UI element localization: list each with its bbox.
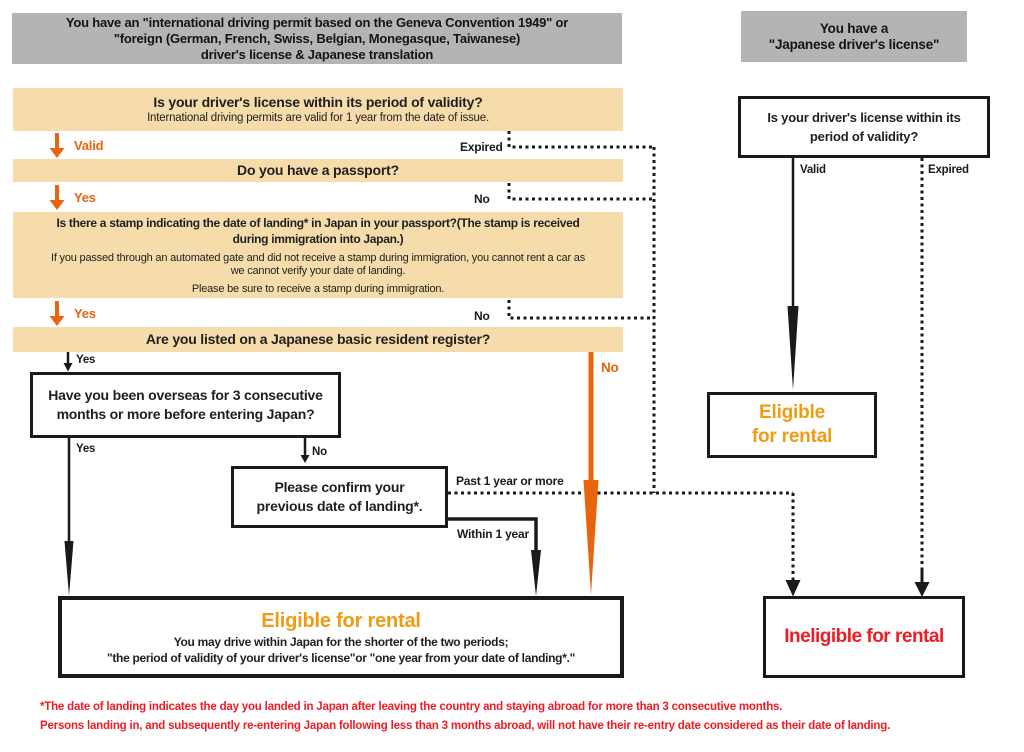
edge-stamp-yes-arrow (50, 301, 65, 326)
question-title: Is there a stamp indicating the date of landing* in Japan in your passport?(The stamp is received (56, 215, 580, 230)
edge-label-register-no: No (601, 360, 619, 375)
question-title: Have you been overseas for 3 consecutive (48, 387, 323, 403)
edge-label-passport-yes: Yes (74, 190, 96, 205)
edge-register-no-long (584, 352, 599, 595)
edge-label-valid: Valid (74, 138, 104, 153)
edge-label-expired: Expired (460, 140, 503, 154)
result-title: Eligible for rental (261, 609, 421, 632)
edge-label-within-one-year: Within 1 year (457, 527, 529, 541)
result-detail: "the period of validity of your driver's license"or "one year from your date of landing*." (106, 650, 576, 665)
question-title: Is your driver's license within its period of validity? (153, 93, 483, 110)
edge-label-register-yes: Yes (76, 354, 96, 366)
question-validity (13, 88, 623, 131)
header-line: "Japanese driver's license" (768, 36, 940, 52)
question-title: Are you listed on a Japanese basic resident register? (145, 331, 491, 347)
question-jp-validity (738, 96, 990, 158)
edge-valid-arrow (50, 133, 65, 158)
question-register (13, 327, 623, 352)
header-line: driver's license & Japanese translation (200, 46, 434, 62)
question-passport (13, 159, 623, 182)
result-title: for rental (751, 426, 833, 447)
question-title: months or more before entering Japan? (56, 406, 315, 422)
edge-passport-no-elbow (509, 183, 654, 199)
header-line: You have an "international driving permit based on the Geneva Convention 1949" or (65, 14, 569, 30)
edge-label-jp-valid: Valid (800, 164, 826, 176)
edge-expired-elbow (509, 131, 654, 147)
edge-passport-yes-arrow (50, 185, 65, 210)
question-title: during immigration into Japan.) (232, 231, 404, 246)
header-line: "foreign (German, French, Swiss, Belgian, Monegasque, Taiwanese) (113, 30, 521, 46)
question-subtitle: International driving permits are valid for 1 year from the date of issue. (147, 111, 489, 124)
edge-label-jp-expired: Expired (928, 164, 969, 176)
edge-label-past-one-year: Past 1 year or more (456, 474, 564, 488)
result-title: Eligible (759, 402, 825, 423)
footnote (40, 698, 1000, 736)
intl-license-header (12, 13, 622, 64)
result-detail: You may drive within Japan for the shorter of the two periods; (173, 634, 509, 649)
edge-label-stamp-yes: Yes (74, 306, 96, 321)
jp-license-header (741, 11, 967, 62)
footnote-line: Persons landing in, and subsequently re-entering Japan following less than 3 months abroad, will not have their re-entry date considered as their date of landing. (40, 720, 891, 732)
edge-merge-to-ineligible (786, 493, 801, 597)
result-title: Ineligible for rental (784, 626, 944, 647)
question-title: Please confirm your (274, 479, 405, 495)
header-line: You have a (819, 20, 889, 36)
question-note: Please be sure to receive a stamp during immigration. (191, 282, 445, 295)
question-title: Is your driver's license within its (767, 110, 961, 125)
edge-label-stamp-no: No (474, 309, 490, 323)
question-stamp (13, 212, 623, 298)
edge-register-yes-arrow (64, 352, 73, 372)
edge-label-overseas-yes: Yes (76, 443, 96, 455)
question-note: we cannot verify your date of landing. (230, 264, 406, 277)
edge-stamp-no-elbow (509, 300, 654, 318)
question-title: Do you have a passport? (237, 162, 399, 178)
result-ineligible (763, 596, 965, 678)
footnote-line: *The date of landing indicates the day you landed in Japan after leaving the country and staying abroad for more than 3 consecutive months. (40, 701, 783, 713)
edge-overseas-yes-long (65, 438, 74, 596)
edge-jp-expired (915, 158, 930, 597)
edge-overseas-no-arrow (301, 438, 310, 463)
question-title: previous date of landing*. (256, 498, 423, 514)
question-overseas (30, 372, 341, 438)
edge-label-passport-no: No (474, 192, 490, 206)
edge-jp-valid (788, 158, 799, 390)
result-eligible-main (58, 596, 624, 678)
result-eligible-jp (707, 392, 877, 458)
question-confirm-landing (231, 466, 448, 528)
question-title: period of validity? (809, 129, 919, 144)
question-note: If you passed through an automated gate and did not receive a stamp during immigration, you cannot rent a car as (50, 251, 586, 264)
edge-label-overseas-no: No (312, 446, 327, 458)
